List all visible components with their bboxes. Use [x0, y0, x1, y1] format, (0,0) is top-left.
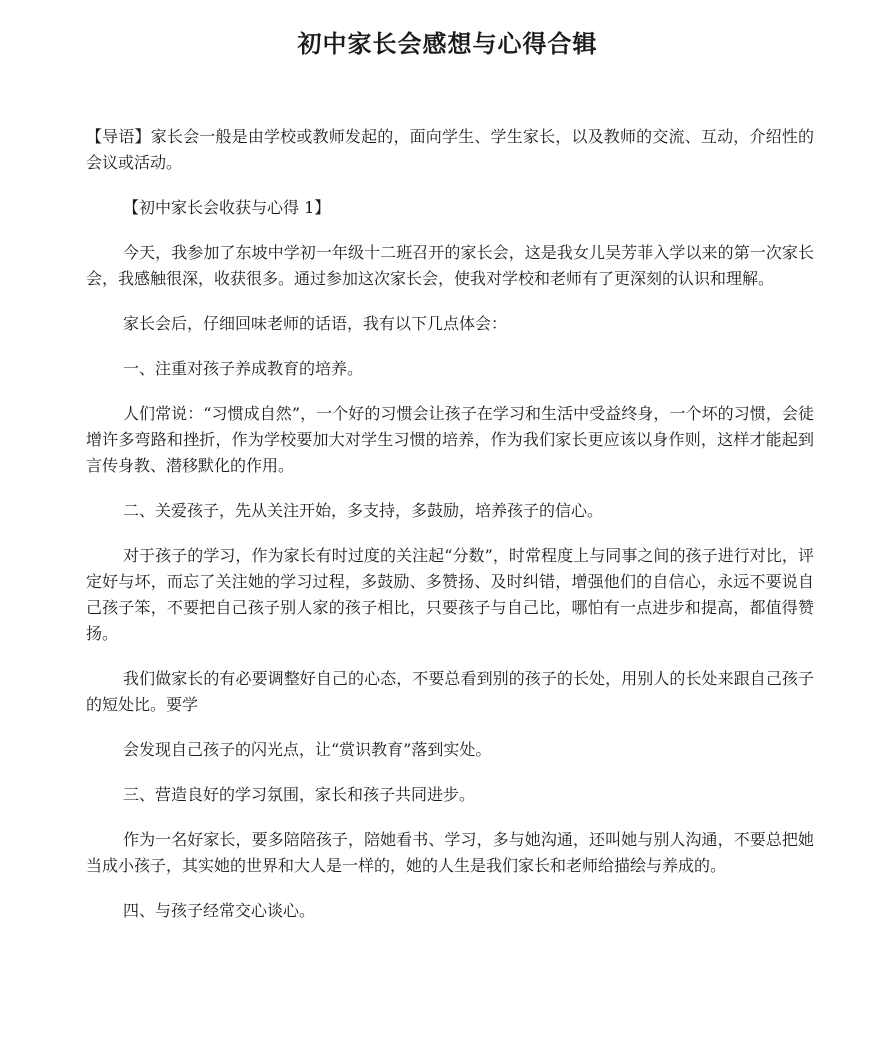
- body-paragraph: 对于孩子的学习，作为家长有时过度的关注起“分数”，时常程度上与同事之间的孩子进行对比，评定好与坏，而忘了关注她的学习过程，多鼓励、多赞扬、及时纠错，增强他们的自信心，永远不要说自己孩子笨，不要把自己孩子别人家的孩子相比，只要孩子与自己比，哪怕有一点进步和提高，都值得赞扬。: [86, 546, 814, 643]
- point-heading: 四、与孩子经常交心谈心。: [123, 901, 316, 920]
- intro-paragraph: 【导语】家长会一般是由学校或教师发起的，面向学生、学生家长，以及教师的交流、互动，介绍性的会议或活动。: [86, 127, 814, 172]
- point-heading: 一、注重对孩子养成教育的培养。: [123, 359, 364, 378]
- body-paragraph: 家长会后，仔细回味老师的话语，我有以下几点体会：: [123, 314, 508, 333]
- body-paragraph: 今天，我参加了东坡中学初一年级十二班召开的家长会，这是我女儿吴芳菲入学以来的第一次家长会，我感触很深，收获很多。通过参加这次家长会，使我对学校和老师有了更深刻的认识和理解。: [86, 243, 814, 288]
- body-paragraph: 作为一名好家长，要多陪陪孩子，陪她看书、学习，多与她沟通，还叫她与别人沟通，不要总把她当成小孩子，其实她的世界和大人是一样的，她的人生是我们家长和老师给描绘与养成的。: [86, 830, 814, 875]
- point-heading: 三、营造良好的学习氛围，家长和孩子共同进步。: [123, 785, 476, 804]
- document-body: [86, 124, 814, 943]
- point-heading: 二、关爱孩子，先从关注开始，多支持，多鼓励，培养孩子的信心。: [123, 501, 604, 520]
- body-paragraph: 我们做家长的有必要调整好自己的心态，不要总看到别的孩子的长处，用别人的长处来跟自己孩子的短处比。要学: [86, 669, 814, 714]
- body-paragraph: 人们常说：“习惯成自然”，一个好的习惯会让孩子在学习和生活中受益终身，一个坏的习惯，会徒增许多弯路和挫折，作为学校要加大对学生习惯的培养，作为我们家长更应该以身作则，这样才能起到言传身教、潜移默化的作用。: [86, 404, 814, 475]
- body-paragraph: 会发现自己孩子的闪光点，让“赏识教育”落到实处。: [123, 740, 492, 759]
- document-title: 初中家长会感想与心得合辑: [297, 29, 598, 58]
- section-heading: 【初中家长会收获与心得 1】: [123, 198, 331, 217]
